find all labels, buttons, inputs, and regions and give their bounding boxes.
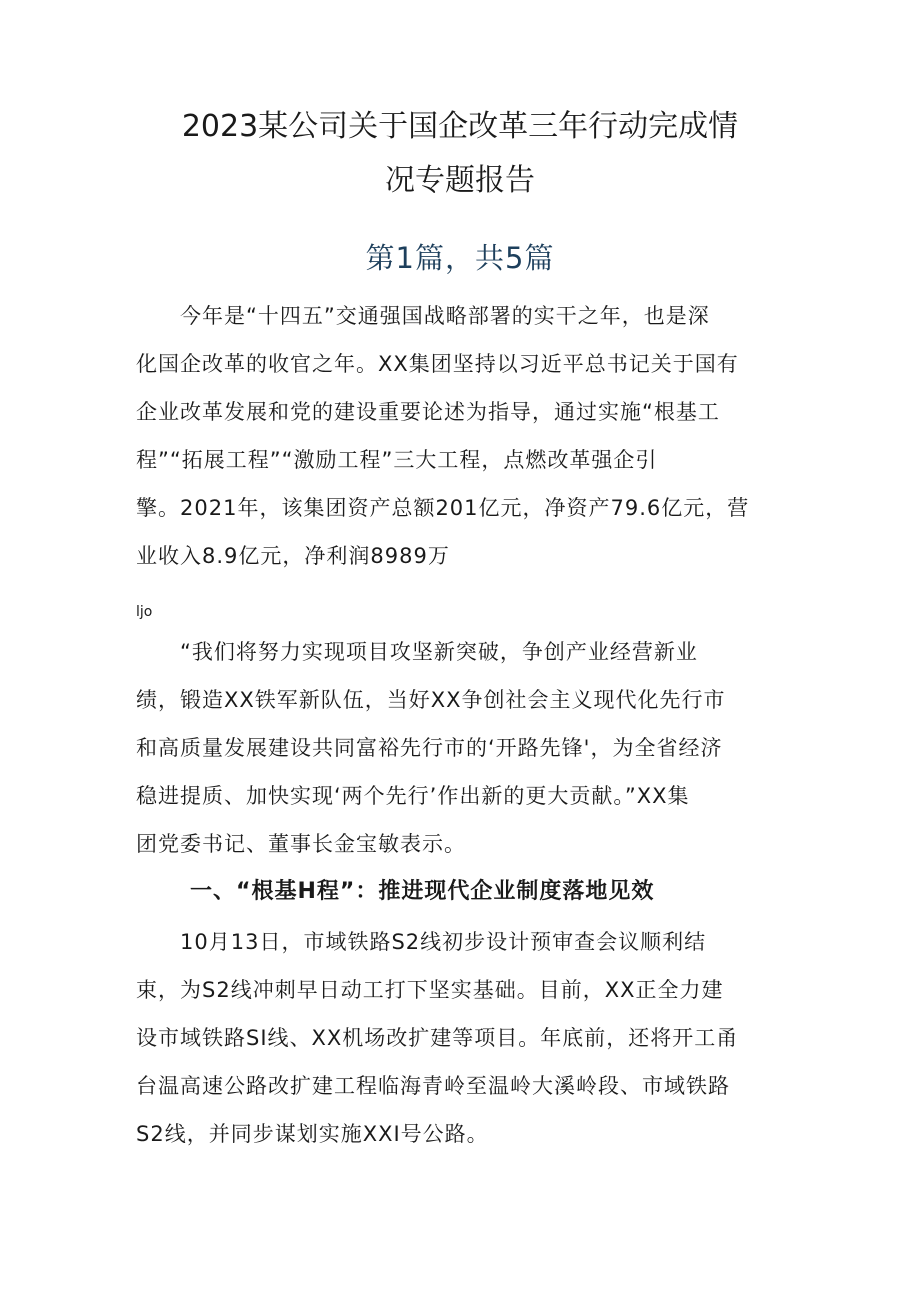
paragraph-line: 台温高速公路改扩建工程临海青岭至温岭大溪岭段、市域铁路 — [136, 1074, 730, 1098]
paragraph-line: 业收入8.9亿元，净利润8989万 — [136, 544, 450, 568]
paragraph-line: 稳进提质、加快实现‘两个先行’作出新的更大贡献。”XX集 — [136, 784, 690, 808]
paragraph-line: S2线，并同步谋划实施XXI号公路。 — [136, 1122, 489, 1146]
paragraph-line: 团党委书记、董事长金宝敏表示。 — [136, 832, 466, 856]
paragraph-line: 10月13日，市域铁路S2线初步设计预审查会议顺利结 — [136, 930, 707, 954]
title-line-1: 2023某公司关于国企改革三年行动完成情 — [181, 109, 739, 144]
title-line-2: 况专题报告 — [385, 163, 535, 198]
paragraph-line: 擎。2021年，该集团资产总额201亿元，净资产79.6亿元，营 — [136, 496, 750, 520]
paragraph-line: 束，为S2线冲刺早日动工打下坚实基础。目前，XX正全力建 — [136, 978, 724, 1002]
document-title — [110, 100, 810, 208]
paragraph-3 — [136, 918, 776, 1158]
section-heading: 一、“根基H程”：推进现代企业制度落地见效 — [190, 879, 655, 904]
paragraph-1 — [136, 292, 776, 580]
paragraph-line: 化国企改革的收官之年。XX集团坚持以习近平总书记关于国有 — [136, 352, 739, 376]
paragraph-line: 设市域铁路SI线、XX机场改扩建等项目。年底前，还将开工甬 — [136, 1026, 739, 1050]
paragraph-line: 今年是“十四五”交通强国战略部署的实干之年，也是深 — [136, 304, 710, 328]
paragraph-line: 和高质量发展建设共同富裕先行市的‘开路先锋'，为全省经济 — [136, 736, 723, 760]
paragraph-line: “我们将努力实现项目攻坚新突破，争创产业经营新业 — [136, 640, 698, 664]
text-fragment: ljo — [136, 604, 153, 620]
document-subtitle: 第1篇，共5篇 — [365, 241, 555, 275]
paragraph-line: 企业改革发展和党的建设重要论述为指导，通过实施“根基工 — [136, 400, 720, 424]
paragraph-line: 程”“拓展工程”“激励工程”三大工程，点燃改革强企引 — [136, 448, 658, 472]
paragraph-2 — [136, 628, 776, 868]
paragraph-line: 绩，锻造XX铁军新队伍，当好XX争创社会主义现代化先行市 — [136, 688, 726, 712]
